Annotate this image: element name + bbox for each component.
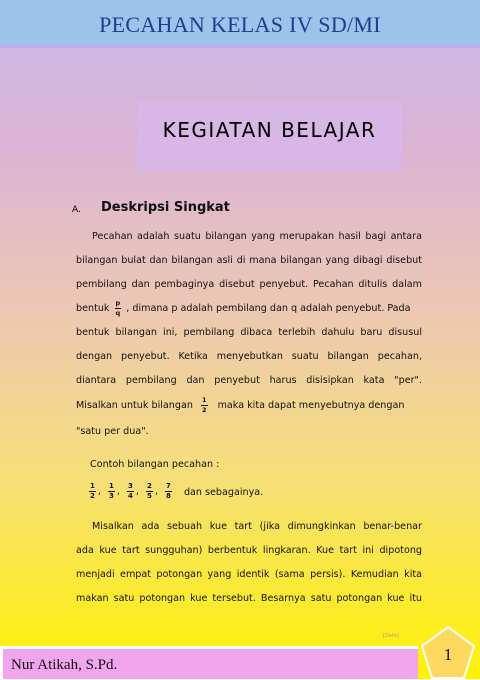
fraction-item: $\frac{7}{8}$	[166, 482, 171, 500]
fraction-item: $\frac{3}{4}$	[128, 482, 133, 500]
p1-line-3: pembilang dan pembaginya disebut penyebut. Pecahan ditulis dalam	[76, 279, 422, 290]
activity-banner	[137, 101, 402, 171]
banner-title: KEGIATAN BELAJAR	[162, 118, 377, 142]
section-title: Deskripsi Singkat	[101, 200, 230, 215]
fraction-item: $\frac{1}{3}$	[109, 482, 114, 500]
author-name: Nur Atikah, S.Pd.	[11, 657, 118, 673]
p1-line-6: dengan penyebut. Ketika menyebutkan suatu bilangan pecahan,	[76, 351, 422, 362]
page-number: 1	[443, 645, 453, 664]
p1-line-8-end: maka kita dapat menyebutnya dengan	[217, 400, 405, 411]
p1-line-1: Pecahan adalah suatu bilangan yang merupakan hasil bagi antara	[92, 231, 422, 242]
p1-line-4	[76, 300, 422, 316]
fraction-item: $\frac{1}{2}$	[90, 482, 95, 500]
header-title: PECAHAN KELAS IV SD/MI	[99, 12, 381, 37]
fraction-item: $\frac{2}{5}$	[147, 482, 152, 500]
p2-line-1: Misalkan ada sebuah kue tart (jika dimungkinkan benar-benar	[92, 521, 422, 532]
p1-line-5: bentuk bilangan ini, pembilang dibaca terlebih dahulu baru disusul	[76, 327, 422, 338]
separator: ,	[154, 486, 158, 497]
p1-line-8	[76, 397, 422, 413]
p2-line-4: makan satu potongan kue tersebut. Besarnya satu potongan kue itu	[76, 593, 422, 604]
header-bar	[0, 0, 480, 48]
p1-line-4-end: , dimana p adalah pembilang dan q adalah penyebut. Pada	[126, 303, 411, 314]
p1-line-8-start: Misalkan untuk bilangan	[76, 400, 193, 411]
separator: ,	[116, 486, 120, 497]
separator: ,	[97, 486, 101, 497]
fraction-one-half: $\frac{1}{2}$	[201, 396, 207, 414]
examples-suffix: dan sebagainya.	[183, 486, 264, 498]
separator: ,	[135, 486, 139, 497]
p1-line-2: bilangan bulat dan bilangan asli di mana bilangan yang dibagi disebut	[76, 255, 422, 266]
example-fractions	[88, 483, 263, 500]
section-letter: A.	[72, 205, 81, 215]
p1-line-4-start: bentuk	[76, 303, 110, 314]
p2-line-2: ada kue tart sungguhan) berbentuk lingkaran. Kue tart ini dipotong	[76, 545, 422, 556]
p2-line-3: menjadi empat potongan yang identik (sama persis). Kemudian kita	[76, 569, 422, 580]
examples-label: Contoh bilangan pecahan :	[90, 459, 220, 470]
p1-line-9: "satu per dua".	[76, 426, 149, 437]
date-placeholder: [Date]	[383, 633, 399, 639]
fraction-p-over-q: $\frac{p}{q}$	[115, 299, 121, 317]
footer-bar	[0, 646, 418, 679]
p1-line-7: diantara pembilang dan penyebut harus disisipkan kata "per".	[76, 375, 422, 386]
